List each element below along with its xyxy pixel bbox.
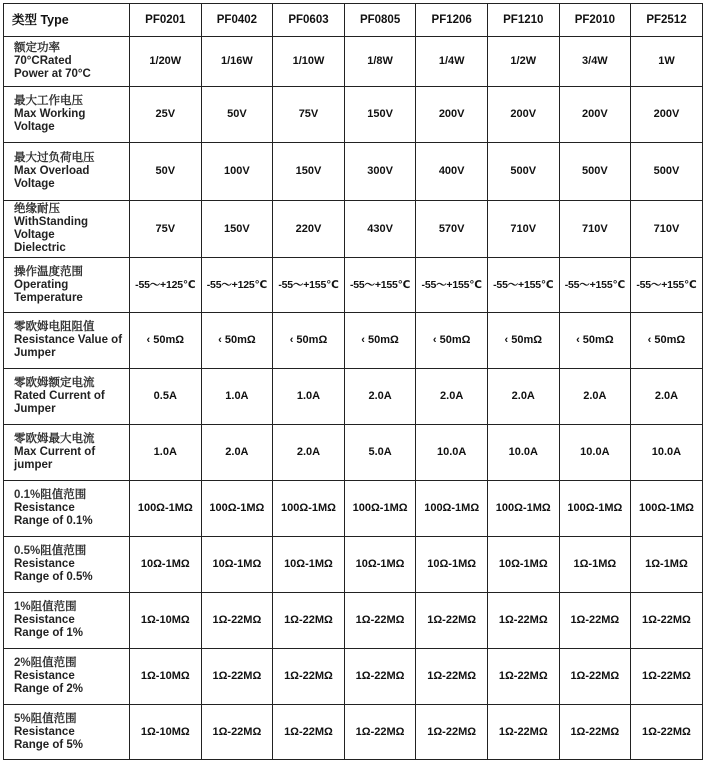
value-cell: 2.0A — [487, 369, 559, 425]
parameter-label-line: 1%阻值范围 — [14, 601, 77, 613]
value-cell: ‹ 50mΩ — [344, 313, 416, 369]
value-cell: 150V — [273, 143, 345, 201]
value-cell: 1.0A — [130, 425, 202, 481]
value-cell: 1Ω-10MΩ — [130, 649, 202, 705]
parameter-label-line: 5%阻值范围 — [14, 712, 77, 725]
value-cell: -55～+155℃ — [487, 258, 559, 313]
parameter-label-cell — [4, 537, 130, 593]
value-cell: -55～+155℃ — [631, 258, 703, 313]
value-cell: 10.0A — [631, 425, 703, 481]
value-cell: 300V — [344, 143, 416, 201]
parameter-label-line: Resistance — [14, 614, 75, 626]
parameter-label-cell — [4, 593, 130, 649]
value-cell: 100Ω-1MΩ — [631, 481, 703, 537]
value-cell: ‹ 50mΩ — [416, 313, 488, 369]
value-cell: 2.0A — [273, 425, 345, 481]
value-cell: 1Ω-22MΩ — [559, 649, 631, 705]
table-row — [4, 37, 703, 87]
parameter-label-line: 操作温度范围 — [14, 265, 83, 278]
value-cell: 100Ω-1MΩ — [130, 481, 202, 537]
value-cell: 1/10W — [273, 37, 345, 87]
value-cell: 1.0A — [201, 369, 273, 425]
value-cell: 1Ω-22MΩ — [344, 593, 416, 649]
value-cell: 10Ω-1MΩ — [487, 537, 559, 593]
parameter-label-line: Resistance — [14, 670, 75, 682]
parameter-label-line: Jumper — [14, 403, 56, 415]
value-cell: 5.0A — [344, 425, 416, 481]
value-cell: ‹ 50mΩ — [273, 313, 345, 369]
value-cell: ‹ 50mΩ — [631, 313, 703, 369]
parameter-label-cell — [4, 313, 130, 369]
value-cell: 100V — [201, 143, 273, 201]
parameter-label-line: 零欧姆电阻阻值 — [14, 321, 95, 333]
value-cell: 1Ω-22MΩ — [273, 649, 345, 705]
parameter-label-line: Resistance — [14, 502, 75, 514]
value-cell: 10Ω-1MΩ — [273, 537, 345, 593]
value-cell: 1Ω-22MΩ — [631, 593, 703, 649]
parameter-label-line: Operating — [14, 278, 69, 291]
value-cell: 220V — [273, 201, 345, 258]
model-header-cell: PF0402 — [201, 4, 273, 37]
table-row — [4, 87, 703, 143]
parameter-label-line: Resistance — [14, 725, 75, 738]
value-cell: 200V — [559, 87, 631, 143]
value-cell: ‹ 50mΩ — [201, 313, 273, 369]
table-row — [4, 537, 703, 593]
type-header-cell: 类型 Type — [4, 4, 130, 37]
value-cell: 3/4W — [559, 37, 631, 87]
value-cell: 1.0A — [273, 369, 345, 425]
value-cell: 500V — [559, 143, 631, 201]
value-cell: 1Ω-1MΩ — [631, 537, 703, 593]
parameter-label-line: Range of 5% — [14, 738, 84, 751]
value-cell: 710V — [559, 201, 631, 258]
parameter-label-cell — [4, 649, 130, 705]
parameter-label-line: Rated Current of — [14, 390, 105, 402]
model-header-cell: PF1206 — [416, 4, 488, 37]
value-cell: 2.0A — [201, 425, 273, 481]
value-cell: 1Ω-22MΩ — [487, 593, 559, 649]
table-row — [4, 201, 703, 258]
parameter-label-line: Resistance Value of — [14, 334, 123, 346]
value-cell: 1Ω-22MΩ — [631, 649, 703, 705]
parameter-label-line: jumper — [14, 459, 53, 471]
parameter-label-line: Voltage — [14, 121, 55, 133]
parameter-label-line: 最大过负荷电压 — [14, 152, 95, 164]
value-cell: 1Ω-10MΩ — [130, 593, 202, 649]
value-cell: 1Ω-22MΩ — [201, 649, 273, 705]
value-cell: 100Ω-1MΩ — [487, 481, 559, 537]
value-cell: 150V — [344, 87, 416, 143]
parameter-label-line: 2%阻值范围 — [14, 657, 77, 669]
parameter-label-cell — [4, 481, 130, 537]
value-cell: 10Ω-1MΩ — [416, 537, 488, 593]
parameter-label-line: Max Working — [14, 108, 86, 120]
value-cell: 10Ω-1MΩ — [344, 537, 416, 593]
value-cell: 200V — [487, 87, 559, 143]
value-cell: 10.0A — [416, 425, 488, 481]
value-cell: 2.0A — [416, 369, 488, 425]
parameter-label-line: Resistance — [14, 558, 75, 570]
value-cell: 50V — [130, 143, 202, 201]
value-cell: 1W — [631, 37, 703, 87]
table-row — [4, 705, 703, 760]
model-header-cell: PF1210 — [487, 4, 559, 37]
parameter-label-cell — [4, 425, 130, 481]
table-row — [4, 313, 703, 369]
value-cell: 50V — [201, 87, 273, 143]
value-cell: 400V — [416, 143, 488, 201]
parameter-label-line: 额定功率 — [14, 42, 60, 54]
value-cell: 10.0A — [559, 425, 631, 481]
value-cell: 710V — [487, 201, 559, 258]
value-cell: 100Ω-1MΩ — [416, 481, 488, 537]
parameter-label-line: Temperature — [14, 291, 83, 304]
value-cell: 1Ω-22MΩ — [273, 593, 345, 649]
value-cell: 100Ω-1MΩ — [344, 481, 416, 537]
table-body — [4, 37, 703, 760]
model-header-cell: PF0603 — [273, 4, 345, 37]
parameter-label-line: Power at 70°C — [14, 68, 91, 80]
parameter-label-cell — [4, 705, 130, 760]
value-cell: -55～+155℃ — [559, 258, 631, 313]
value-cell: 1Ω-22MΩ — [344, 705, 416, 760]
parameter-label-line: WithStanding Voltage — [14, 216, 88, 241]
value-cell: 500V — [487, 143, 559, 201]
parameter-label-line: Voltage — [14, 178, 55, 190]
value-cell: 1Ω-22MΩ — [416, 649, 488, 705]
value-cell: 150V — [201, 201, 273, 258]
value-cell: 430V — [344, 201, 416, 258]
value-cell: -55～+155℃ — [416, 258, 488, 313]
parameter-label-line: 绝缘耐压 — [14, 203, 60, 215]
value-cell: 1/8W — [344, 37, 416, 87]
value-cell: 1Ω-22MΩ — [559, 593, 631, 649]
value-cell: 1Ω-22MΩ — [487, 649, 559, 705]
value-cell: 1Ω-22MΩ — [273, 705, 345, 760]
value-cell: 2.0A — [631, 369, 703, 425]
parameter-label-line: Range of 2% — [14, 683, 84, 695]
parameter-label-line: Range of 0.1% — [14, 515, 93, 527]
value-cell: 200V — [416, 87, 488, 143]
value-cell: 25V — [130, 87, 202, 143]
table-row — [4, 481, 703, 537]
parameter-label-cell — [4, 87, 130, 143]
value-cell: 100Ω-1MΩ — [559, 481, 631, 537]
model-header-cell: PF0805 — [344, 4, 416, 37]
value-cell: -55～+125℃ — [201, 258, 273, 313]
value-cell: 1Ω-1MΩ — [559, 537, 631, 593]
table-row — [4, 258, 703, 313]
parameter-label-cell — [4, 37, 130, 87]
table-row — [4, 369, 703, 425]
parameter-label-cell — [4, 369, 130, 425]
value-cell: 0.5A — [130, 369, 202, 425]
value-cell: 500V — [631, 143, 703, 201]
parameter-label-line: 零欧姆最大电流 — [14, 433, 95, 445]
value-cell: 75V — [273, 87, 345, 143]
value-cell: 75V — [130, 201, 202, 258]
value-cell: 10Ω-1MΩ — [130, 537, 202, 593]
parameter-label-line: 零欧姆额定电流 — [14, 377, 95, 389]
value-cell: 570V — [416, 201, 488, 258]
value-cell: 200V — [631, 87, 703, 143]
value-cell: 2.0A — [344, 369, 416, 425]
table-row — [4, 593, 703, 649]
value-cell: 1/2W — [487, 37, 559, 87]
value-cell: -55～+125℃ — [130, 258, 202, 313]
parameter-label-line: Range of 0.5% — [14, 571, 93, 583]
parameter-label-line: 0.1%阻值范围 — [14, 489, 87, 501]
value-cell: 1/16W — [201, 37, 273, 87]
value-cell: 1Ω-22MΩ — [487, 705, 559, 760]
value-cell: 10Ω-1MΩ — [201, 537, 273, 593]
table-row — [4, 649, 703, 705]
parameter-label-cell — [4, 201, 130, 258]
value-cell: 1Ω-22MΩ — [416, 705, 488, 760]
value-cell: ‹ 50mΩ — [130, 313, 202, 369]
value-cell: ‹ 50mΩ — [487, 313, 559, 369]
model-header-cell: PF0201 — [130, 4, 202, 37]
value-cell: 1Ω-22MΩ — [559, 705, 631, 760]
value-cell: 1/4W — [416, 37, 488, 87]
value-cell: 10.0A — [487, 425, 559, 481]
resistor-spec-table — [3, 3, 703, 760]
value-cell: 1Ω-22MΩ — [344, 649, 416, 705]
parameter-label-line: 70°CRated — [14, 55, 72, 67]
parameter-label-cell — [4, 258, 130, 313]
value-cell: 1Ω-22MΩ — [201, 705, 273, 760]
value-cell: 100Ω-1MΩ — [201, 481, 273, 537]
value-cell: 710V — [631, 201, 703, 258]
parameter-label-line: Jumper — [14, 347, 56, 359]
value-cell: -55～+155℃ — [344, 258, 416, 313]
value-cell: 1Ω-22MΩ — [631, 705, 703, 760]
value-cell: ‹ 50mΩ — [559, 313, 631, 369]
parameter-label-line: 最大工作电压 — [14, 95, 83, 107]
value-cell: 1/20W — [130, 37, 202, 87]
value-cell: 1Ω-22MΩ — [416, 593, 488, 649]
parameter-label-line: Max Overload — [14, 165, 90, 177]
table-row — [4, 143, 703, 201]
value-cell: -55～+155℃ — [273, 258, 345, 313]
model-header-cell: PF2512 — [631, 4, 703, 37]
value-cell: 2.0A — [559, 369, 631, 425]
header-row — [4, 4, 703, 37]
parameter-label-cell — [4, 143, 130, 201]
table-row — [4, 425, 703, 481]
parameter-label-line: Dielectric — [14, 242, 66, 254]
value-cell: 1Ω-10MΩ — [130, 705, 202, 760]
parameter-label-line: Range of 1% — [14, 627, 84, 639]
model-header-cell: PF2010 — [559, 4, 631, 37]
value-cell: 100Ω-1MΩ — [273, 481, 345, 537]
parameter-label-line: 0.5%阻值范围 — [14, 545, 87, 557]
value-cell: 1Ω-22MΩ — [201, 593, 273, 649]
parameter-label-line: Max Current of — [14, 446, 96, 458]
